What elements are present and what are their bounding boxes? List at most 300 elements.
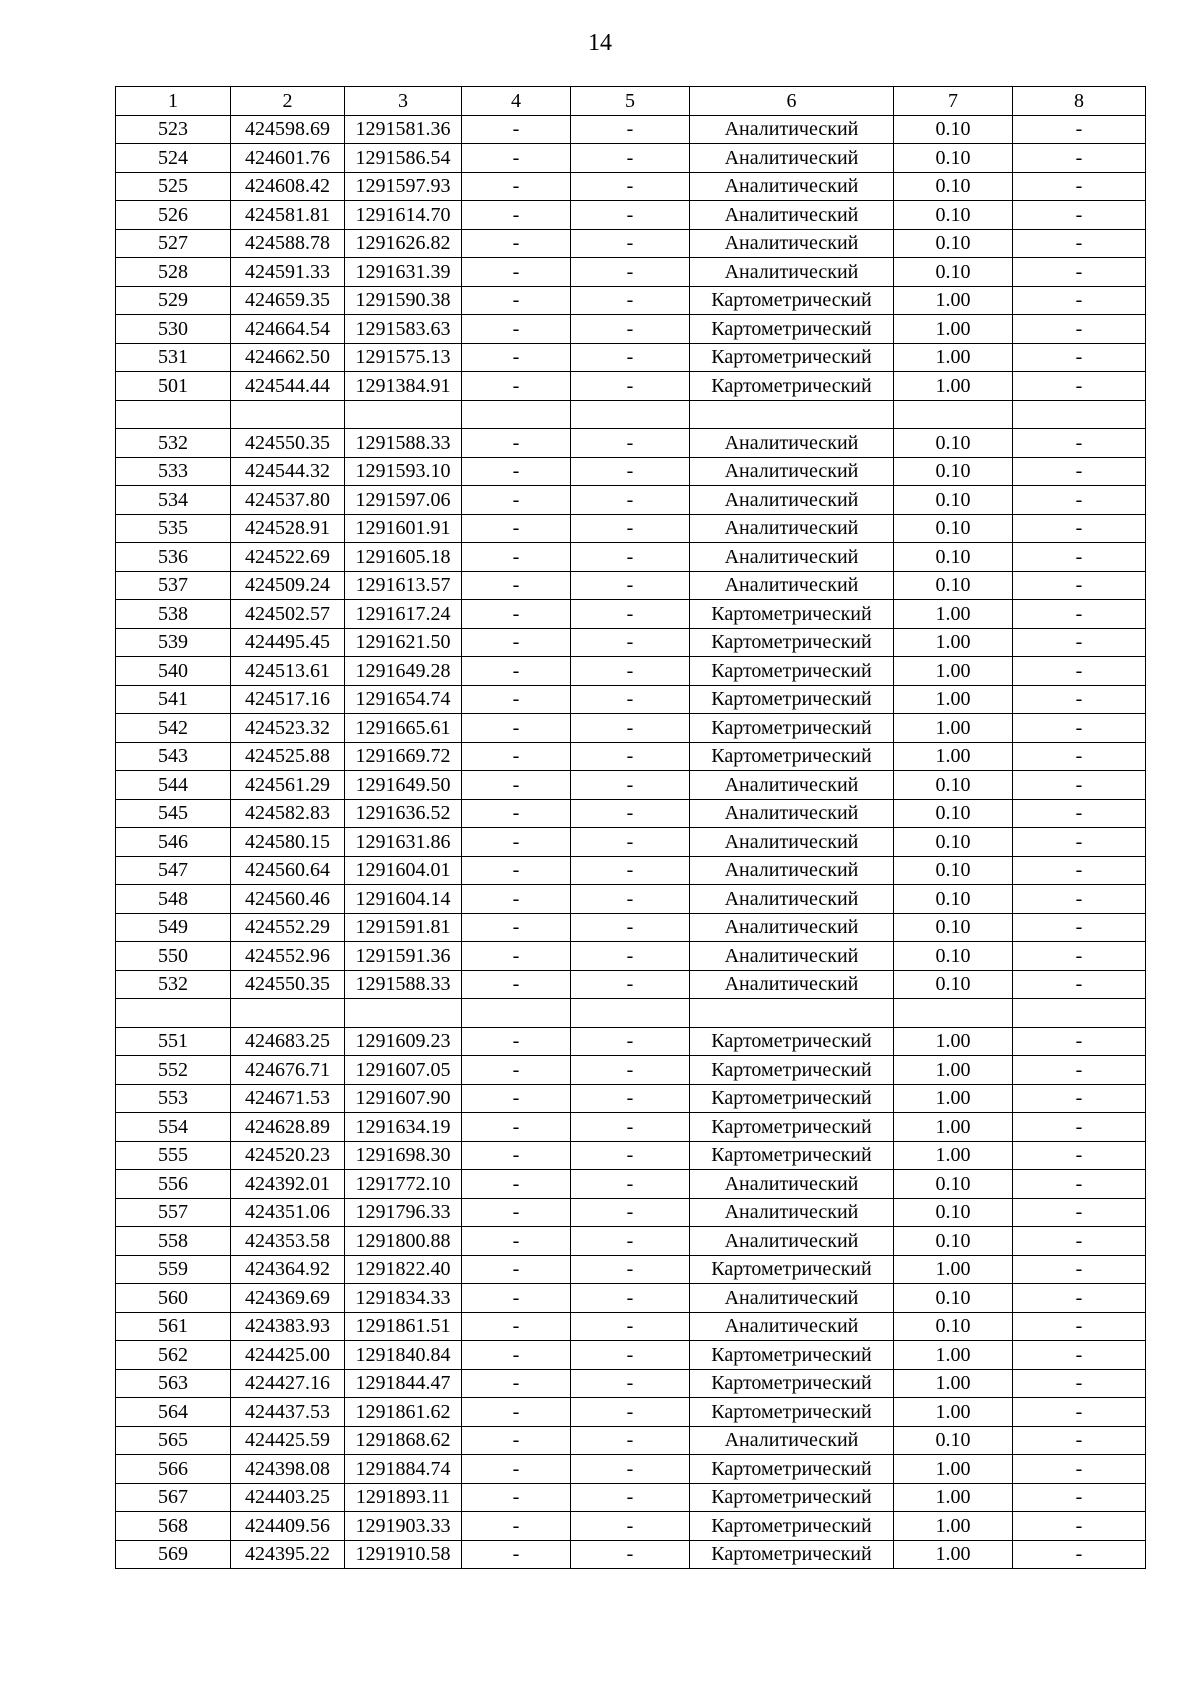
col-5-cell: - — [571, 1455, 690, 1484]
y-coordinate-cell: 1291588.33 — [345, 970, 462, 999]
col-5-cell: - — [571, 457, 690, 486]
col-5-cell: - — [571, 1312, 690, 1341]
accuracy-cell: 0.10 — [894, 429, 1013, 458]
header-cell-1: 1 — [116, 87, 231, 116]
method-cell: Аналитический — [690, 258, 894, 287]
accuracy-cell: 1.00 — [894, 1540, 1013, 1569]
col-5-cell: - — [571, 343, 690, 372]
accuracy-cell: 1.00 — [894, 1455, 1013, 1484]
x-coordinate-cell: 424552.29 — [231, 913, 345, 942]
table-row — [116, 457, 1146, 486]
method-cell: Аналитический — [690, 942, 894, 971]
y-coordinate-cell: 1291588.33 — [345, 429, 462, 458]
table-row — [116, 1141, 1146, 1170]
y-coordinate-cell: 1291607.05 — [345, 1056, 462, 1085]
point-number-cell: 530 — [116, 315, 231, 344]
method-cell: Картометрический — [690, 1056, 894, 1085]
point-number-cell: 544 — [116, 771, 231, 800]
x-coordinate-cell: 424552.96 — [231, 942, 345, 971]
point-number-cell: 533 — [116, 457, 231, 486]
table-row — [116, 343, 1146, 372]
method-cell: Аналитический — [690, 828, 894, 857]
table-row — [116, 115, 1146, 144]
col-4-cell: - — [462, 1056, 571, 1085]
col-4-cell: - — [462, 1512, 571, 1541]
col-4-cell: - — [462, 885, 571, 914]
x-coordinate-cell: 424608.42 — [231, 172, 345, 201]
method-cell: Картометрический — [690, 372, 894, 401]
col-4-cell — [462, 400, 571, 429]
accuracy-cell: 1.00 — [894, 1056, 1013, 1085]
col-5-cell: - — [571, 1341, 690, 1370]
method-cell: Аналитический — [690, 201, 894, 230]
col-5-cell: - — [571, 970, 690, 999]
point-number-cell: 545 — [116, 799, 231, 828]
table-row — [116, 571, 1146, 600]
accuracy-cell: 0.10 — [894, 514, 1013, 543]
table-row — [116, 856, 1146, 885]
col-8-cell: - — [1013, 628, 1146, 657]
method-cell: Аналитический — [690, 1198, 894, 1227]
table-row — [116, 1540, 1146, 1569]
col-4-cell: - — [462, 486, 571, 515]
col-5-cell — [571, 400, 690, 429]
x-coordinate-cell: 424560.46 — [231, 885, 345, 914]
x-coordinate-cell: 424582.83 — [231, 799, 345, 828]
col-4-cell: - — [462, 372, 571, 401]
col-5-cell: - — [571, 1255, 690, 1284]
x-coordinate-cell: 424392.01 — [231, 1170, 345, 1199]
col-5-cell — [571, 999, 690, 1028]
table-row — [116, 1056, 1146, 1085]
col-8-cell: - — [1013, 286, 1146, 315]
method-cell: Картометрический — [690, 1084, 894, 1113]
table-row — [116, 742, 1146, 771]
col-4-cell: - — [462, 1540, 571, 1569]
col-8-cell: - — [1013, 657, 1146, 686]
col-5-cell: - — [571, 885, 690, 914]
y-coordinate-cell: 1291597.93 — [345, 172, 462, 201]
col-8-cell: - — [1013, 1255, 1146, 1284]
col-5-cell: - — [571, 1512, 690, 1541]
col-4-cell: - — [462, 1227, 571, 1256]
accuracy-cell: 1.00 — [894, 1398, 1013, 1427]
method-cell: Картометрический — [690, 628, 894, 657]
col-8-cell: - — [1013, 429, 1146, 458]
col-4-cell: - — [462, 1198, 571, 1227]
table-row — [116, 1284, 1146, 1313]
col-5-cell: - — [571, 514, 690, 543]
accuracy-cell: 0.10 — [894, 115, 1013, 144]
method-cell: Аналитический — [690, 543, 894, 572]
y-coordinate-cell: 1291634.19 — [345, 1113, 462, 1142]
x-coordinate-cell: 424659.35 — [231, 286, 345, 315]
col-8-cell: - — [1013, 1113, 1146, 1142]
point-number-cell: 552 — [116, 1056, 231, 1085]
method-cell: Картометрический — [690, 1483, 894, 1512]
method-cell: Аналитический — [690, 429, 894, 458]
y-coordinate-cell: 1291636.52 — [345, 799, 462, 828]
point-number-cell: 558 — [116, 1227, 231, 1256]
y-coordinate-cell: 1291772.10 — [345, 1170, 462, 1199]
point-number-cell: 524 — [116, 144, 231, 173]
method-cell: Аналитический — [690, 457, 894, 486]
point-number-cell: 560 — [116, 1284, 231, 1313]
y-coordinate-cell: 1291631.86 — [345, 828, 462, 857]
y-coordinate-cell: 1291834.33 — [345, 1284, 462, 1313]
x-coordinate-cell: 424601.76 — [231, 144, 345, 173]
col-4-cell: - — [462, 1369, 571, 1398]
point-number-cell — [116, 400, 231, 429]
method-cell: Аналитический — [690, 571, 894, 600]
x-coordinate-cell: 424581.81 — [231, 201, 345, 230]
point-number-cell: 543 — [116, 742, 231, 771]
table-row — [116, 315, 1146, 344]
accuracy-cell: 1.00 — [894, 315, 1013, 344]
x-coordinate-cell: 424513.61 — [231, 657, 345, 686]
x-coordinate-cell: 424598.69 — [231, 115, 345, 144]
method-cell: Аналитический — [690, 1284, 894, 1313]
col-8-cell: - — [1013, 372, 1146, 401]
col-4-cell: - — [462, 429, 571, 458]
col-5-cell: - — [571, 856, 690, 885]
method-cell: Аналитический — [690, 144, 894, 173]
table-row — [116, 970, 1146, 999]
x-coordinate-cell: 424544.32 — [231, 457, 345, 486]
col-4-cell: - — [462, 913, 571, 942]
y-coordinate-cell — [345, 400, 462, 429]
col-5-cell: - — [571, 628, 690, 657]
method-cell: Аналитический — [690, 172, 894, 201]
point-number-cell: 553 — [116, 1084, 231, 1113]
point-number-cell: 537 — [116, 571, 231, 600]
point-number-cell: 568 — [116, 1512, 231, 1541]
accuracy-cell: 0.10 — [894, 1284, 1013, 1313]
col-5-cell: - — [571, 685, 690, 714]
col-8-cell: - — [1013, 229, 1146, 258]
y-coordinate-cell: 1291609.23 — [345, 1027, 462, 1056]
col-4-cell: - — [462, 286, 571, 315]
point-number-cell: 555 — [116, 1141, 231, 1170]
point-number-cell: 562 — [116, 1341, 231, 1370]
method-cell: Картометрический — [690, 343, 894, 372]
col-5-cell: - — [571, 1398, 690, 1427]
point-number-cell: 566 — [116, 1455, 231, 1484]
col-5-cell: - — [571, 315, 690, 344]
col-8-cell: - — [1013, 856, 1146, 885]
y-coordinate-cell: 1291861.62 — [345, 1398, 462, 1427]
point-number-cell: 532 — [116, 429, 231, 458]
col-5-cell: - — [571, 543, 690, 572]
col-4-cell: - — [462, 1341, 571, 1370]
col-4-cell: - — [462, 1113, 571, 1142]
point-number-cell: 528 — [116, 258, 231, 287]
method-cell: Картометрический — [690, 742, 894, 771]
x-coordinate-cell: 424351.06 — [231, 1198, 345, 1227]
col-8-cell — [1013, 400, 1146, 429]
col-5-cell: - — [571, 1227, 690, 1256]
point-number-cell: 534 — [116, 486, 231, 515]
x-coordinate-cell: 424425.00 — [231, 1341, 345, 1370]
accuracy-cell: 1.00 — [894, 1369, 1013, 1398]
accuracy-cell: 1.00 — [894, 343, 1013, 372]
col-8-cell: - — [1013, 543, 1146, 572]
col-4-cell: - — [462, 628, 571, 657]
col-5-cell: - — [571, 258, 690, 287]
y-coordinate-cell: 1291583.63 — [345, 315, 462, 344]
header-cell-3: 3 — [345, 87, 462, 116]
point-number-cell: 541 — [116, 685, 231, 714]
col-4-cell: - — [462, 799, 571, 828]
y-coordinate-cell: 1291649.28 — [345, 657, 462, 686]
col-4-cell: - — [462, 1455, 571, 1484]
col-4-cell: - — [462, 144, 571, 173]
col-5-cell: - — [571, 486, 690, 515]
accuracy-cell: 1.00 — [894, 1084, 1013, 1113]
col-8-cell: - — [1013, 1198, 1146, 1227]
col-4-cell: - — [462, 685, 571, 714]
col-8-cell: - — [1013, 742, 1146, 771]
method-cell: Картометрический — [690, 1341, 894, 1370]
y-coordinate-cell: 1291840.84 — [345, 1341, 462, 1370]
header-row — [116, 87, 1146, 116]
y-coordinate-cell — [345, 999, 462, 1028]
col-8-cell: - — [1013, 799, 1146, 828]
point-number-cell: 567 — [116, 1483, 231, 1512]
col-5-cell: - — [571, 600, 690, 629]
method-cell: Аналитический — [690, 514, 894, 543]
col-4-cell: - — [462, 1284, 571, 1313]
point-number-cell: 531 — [116, 343, 231, 372]
x-coordinate-cell — [231, 999, 345, 1028]
method-cell: Аналитический — [690, 885, 894, 914]
y-coordinate-cell: 1291593.10 — [345, 457, 462, 486]
col-8-cell: - — [1013, 172, 1146, 201]
table-header — [116, 87, 1146, 116]
x-coordinate-cell: 424353.58 — [231, 1227, 345, 1256]
table-row — [116, 400, 1146, 429]
point-number-cell: 540 — [116, 657, 231, 686]
col-5-cell: - — [571, 1056, 690, 1085]
x-coordinate-cell: 424369.69 — [231, 1284, 345, 1313]
x-coordinate-cell: 424517.16 — [231, 685, 345, 714]
y-coordinate-cell: 1291607.90 — [345, 1084, 462, 1113]
col-4-cell: - — [462, 1084, 571, 1113]
header-cell-4: 4 — [462, 87, 571, 116]
x-coordinate-cell: 424395.22 — [231, 1540, 345, 1569]
y-coordinate-cell: 1291605.18 — [345, 543, 462, 572]
x-coordinate-cell: 424588.78 — [231, 229, 345, 258]
x-coordinate-cell: 424523.32 — [231, 714, 345, 743]
col-4-cell: - — [462, 970, 571, 999]
col-4-cell: - — [462, 229, 571, 258]
header-cell-7: 7 — [894, 87, 1013, 116]
y-coordinate-cell: 1291591.81 — [345, 913, 462, 942]
point-number-cell: 561 — [116, 1312, 231, 1341]
method-cell: Картометрический — [690, 1540, 894, 1569]
method-cell: Картометрический — [690, 1369, 894, 1398]
accuracy-cell: 1.00 — [894, 372, 1013, 401]
method-cell: Картометрический — [690, 1398, 894, 1427]
col-8-cell: - — [1013, 1312, 1146, 1341]
header-cell-8: 8 — [1013, 87, 1146, 116]
col-5-cell: - — [571, 286, 690, 315]
col-4-cell: - — [462, 1170, 571, 1199]
table-row — [116, 714, 1146, 743]
col-5-cell: - — [571, 1540, 690, 1569]
accuracy-cell: 0.10 — [894, 970, 1013, 999]
x-coordinate-cell — [231, 400, 345, 429]
col-8-cell: - — [1013, 486, 1146, 515]
col-8-cell: - — [1013, 1084, 1146, 1113]
accuracy-cell: 0.10 — [894, 1312, 1013, 1341]
method-cell: Картометрический — [690, 1455, 894, 1484]
y-coordinate-cell: 1291586.54 — [345, 144, 462, 173]
col-8-cell: - — [1013, 1027, 1146, 1056]
accuracy-cell: 1.00 — [894, 742, 1013, 771]
point-number-cell: 525 — [116, 172, 231, 201]
col-8-cell: - — [1013, 771, 1146, 800]
method-cell: Аналитический — [690, 229, 894, 258]
table-row — [116, 799, 1146, 828]
accuracy-cell: 1.00 — [894, 1255, 1013, 1284]
col-8-cell: - — [1013, 1170, 1146, 1199]
table-row — [116, 1198, 1146, 1227]
method-cell: Аналитический — [690, 913, 894, 942]
col-8-cell: - — [1013, 343, 1146, 372]
table-row — [116, 1426, 1146, 1455]
y-coordinate-cell: 1291597.06 — [345, 486, 462, 515]
col-5-cell: - — [571, 799, 690, 828]
x-coordinate-cell: 424580.15 — [231, 828, 345, 857]
x-coordinate-cell: 424525.88 — [231, 742, 345, 771]
table-row — [116, 828, 1146, 857]
accuracy-cell: 1.00 — [894, 685, 1013, 714]
col-5-cell: - — [571, 144, 690, 173]
method-cell: Картометрический — [690, 1255, 894, 1284]
table-row — [116, 942, 1146, 971]
x-coordinate-cell: 424676.71 — [231, 1056, 345, 1085]
point-number-cell: 527 — [116, 229, 231, 258]
accuracy-cell: 0.10 — [894, 571, 1013, 600]
col-5-cell: - — [571, 657, 690, 686]
point-number-cell: 551 — [116, 1027, 231, 1056]
table-row — [116, 286, 1146, 315]
col-8-cell: - — [1013, 1426, 1146, 1455]
col-8-cell: - — [1013, 714, 1146, 743]
col-4-cell: - — [462, 742, 571, 771]
x-coordinate-cell: 424520.23 — [231, 1141, 345, 1170]
col-5-cell: - — [571, 201, 690, 230]
x-coordinate-cell: 424550.35 — [231, 429, 345, 458]
col-8-cell: - — [1013, 258, 1146, 287]
col-4-cell: - — [462, 343, 571, 372]
accuracy-cell: 0.10 — [894, 144, 1013, 173]
method-cell: Картометрический — [690, 657, 894, 686]
col-8-cell: - — [1013, 115, 1146, 144]
y-coordinate-cell: 1291884.74 — [345, 1455, 462, 1484]
x-coordinate-cell: 424403.25 — [231, 1483, 345, 1512]
y-coordinate-cell: 1291604.14 — [345, 885, 462, 914]
accuracy-cell: 1.00 — [894, 1341, 1013, 1370]
point-number-cell: 546 — [116, 828, 231, 857]
method-cell: Картометрический — [690, 1141, 894, 1170]
method-cell: Картометрический — [690, 315, 894, 344]
y-coordinate-cell: 1291621.50 — [345, 628, 462, 657]
page-number: 14 — [588, 30, 612, 56]
table-row — [116, 144, 1146, 173]
method-cell: Аналитический — [690, 970, 894, 999]
point-number-cell: 548 — [116, 885, 231, 914]
col-4-cell: - — [462, 1027, 571, 1056]
point-number-cell: 565 — [116, 1426, 231, 1455]
x-coordinate-cell: 424398.08 — [231, 1455, 345, 1484]
x-coordinate-cell: 424671.53 — [231, 1084, 345, 1113]
accuracy-cell: 1.00 — [894, 628, 1013, 657]
y-coordinate-cell: 1291844.47 — [345, 1369, 462, 1398]
col-5-cell: - — [571, 372, 690, 401]
col-5-cell: - — [571, 742, 690, 771]
point-number-cell: 554 — [116, 1113, 231, 1142]
accuracy-cell: 0.10 — [894, 457, 1013, 486]
table-row — [116, 1369, 1146, 1398]
table-row — [116, 514, 1146, 543]
col-5-cell: - — [571, 1027, 690, 1056]
accuracy-cell: 0.10 — [894, 258, 1013, 287]
x-coordinate-cell: 424522.69 — [231, 543, 345, 572]
y-coordinate-cell: 1291626.82 — [345, 229, 462, 258]
col-8-cell: - — [1013, 1056, 1146, 1085]
accuracy-cell: 0.10 — [894, 942, 1013, 971]
point-number-cell: 547 — [116, 856, 231, 885]
y-coordinate-cell: 1291604.01 — [345, 856, 462, 885]
accuracy-cell: 0.10 — [894, 771, 1013, 800]
col-5-cell: - — [571, 1369, 690, 1398]
x-coordinate-cell: 424502.57 — [231, 600, 345, 629]
y-coordinate-cell: 1291384.91 — [345, 372, 462, 401]
table-row — [116, 1227, 1146, 1256]
point-number-cell: 535 — [116, 514, 231, 543]
col-4-cell — [462, 999, 571, 1028]
x-coordinate-cell: 424664.54 — [231, 315, 345, 344]
method-cell — [690, 400, 894, 429]
x-coordinate-cell: 424591.33 — [231, 258, 345, 287]
y-coordinate-cell: 1291669.72 — [345, 742, 462, 771]
x-coordinate-cell: 424364.92 — [231, 1255, 345, 1284]
col-8-cell: - — [1013, 942, 1146, 971]
method-cell: Картометрический — [690, 600, 894, 629]
y-coordinate-cell: 1291903.33 — [345, 1512, 462, 1541]
col-5-cell: - — [571, 172, 690, 201]
method-cell: Картометрический — [690, 286, 894, 315]
table-row — [116, 1170, 1146, 1199]
y-coordinate-cell: 1291665.61 — [345, 714, 462, 743]
table-row — [116, 486, 1146, 515]
table-row — [116, 600, 1146, 629]
method-cell: Аналитический — [690, 115, 894, 144]
accuracy-cell: 1.00 — [894, 1141, 1013, 1170]
col-5-cell: - — [571, 1426, 690, 1455]
col-8-cell: - — [1013, 1369, 1146, 1398]
header-cell-6: 6 — [690, 87, 894, 116]
table-row — [116, 1483, 1146, 1512]
col-5-cell: - — [571, 1084, 690, 1113]
y-coordinate-cell: 1291822.40 — [345, 1255, 462, 1284]
y-coordinate-cell: 1291800.88 — [345, 1227, 462, 1256]
accuracy-cell: 0.10 — [894, 1227, 1013, 1256]
method-cell: Картометрический — [690, 714, 894, 743]
col-8-cell: - — [1013, 600, 1146, 629]
